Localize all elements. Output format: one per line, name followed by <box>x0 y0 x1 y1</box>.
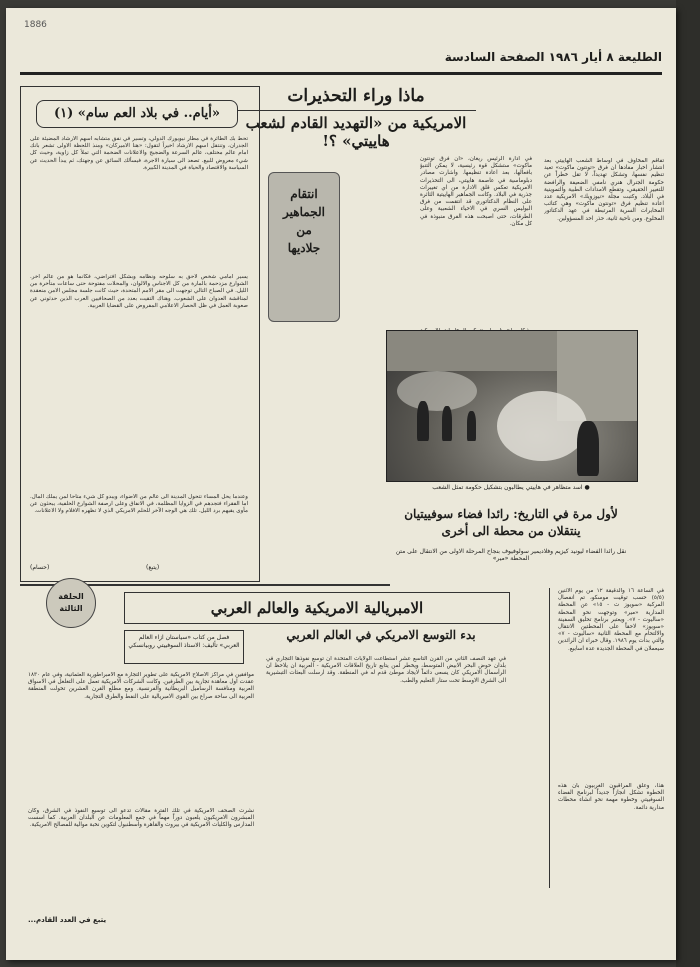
revenge-line-1: انتقام <box>290 187 318 201</box>
news-photo <box>386 330 638 482</box>
imperialism-body-3: نشرت الصحف الامريكية في تلك الفترة مقالات تدعو الى توسيع النفوذ في الشرق، وكان المبشرون الامريكيون يلعبون دوراً مهماً في جمع المعلومات عن البلدان العربية. كما اسست المدارس والكليات الامريكية في بيروت والقاهرة واسطنبول لتكوين نخبة موالية للمصالح الامريكية. <box>28 808 254 829</box>
photo-figure <box>417 401 429 441</box>
newspaper-page <box>6 8 676 960</box>
article-kicker: ماذا وراء التحذيرات <box>287 86 425 106</box>
imperialism-subtitle: بدء التوسع الامريكي في العالم العربي <box>286 628 476 642</box>
imperialism-body-2: موافقين في مراكز الاصلاح الامريكية على تطوير التجارة مع الامبراطورية العثمانية، وفي عام ١٨٣٠ عقدت اول معاهدة تجارية بين الطرفين. وكانت الشركات الامريكية تعمل على التغلغل في الاسواق العربية ومنافسة الرساميل البريطانية والفرنسية. ومع مطلع القرن العشرين تحولت المنطقة العربية الى ساحة صراع بين القوى الامبريالية على النفط والطرق التجارية. <box>28 672 254 700</box>
header-line: الطليعة ٨ أيار ١٩٨٦ الصفحة السادسة <box>444 50 662 64</box>
space-article-note: نقل رائدا الفضاء ليونيد كيزيم وفلاديمير سولوفيوف بنجاح المرحلة الاولى من الانتقال على متن المحطة «مير» <box>395 548 627 562</box>
space-side-note: هذا، وعلق المراقبون الغربيون بان هذه الخطوة تشكل انجازاً جديداً لبرنامج الفضاء السوفييتي وخطوة مهمة نحو انشاء محطات مدارية دائمة. <box>558 783 664 811</box>
article-column-middle: في ادارة الرئيس ريغان، «ان فرق تونتون ماكوت» ستشكل قوة رئيسية، لا يمكن التنبؤ بافعالها، بعد اعادة تنظيمها. واشارت مصادر دبلوماسية في عاصمة هاييتي، الى التحذيرات الامريكية تعكس قلق الادارة من اي تغييرات جذرية في البلاد. وكانت الجماهير الهاييتية الثائرة على النظام الدكتاتوري قد انتقمت من فرق البوليس السري في الاحياء الشعبية وعلى الطرقات، حتى اصبحت هذه الفرق منبوذة في كل مكان. <box>420 156 532 227</box>
space-article-body: في الساعة ١٦ والدقيقة ١٢ من يوم الاثنين (٥/٥) حسب توقيت موسكو، تم انفصال المركبة «سويوز ت - ١٥» عن المحطة المدارية «مير» وتوجهت نحو المحطة «ساليوت - ٧». ويعتبر برنامج تحليق السفينة «سويوز» لاحقاً على المحطتين الانتقال والالتحام مع المحطة الثانية «ساليوت - ٧» والتي بدأت يوم ١٩٨٦. وقال خبراء ان الرائدين سيعملان في المحطة الجديدة عدة اسابيع. <box>558 588 664 652</box>
series-title: «أيام.. في بلاد العم سام» (١) <box>36 100 238 128</box>
series-signature: (حسام) <box>30 564 50 571</box>
series-body-1: تحط بك الطائرة في مطار نيويورك الدولي، وتسير في نفق متشابه اسهم الارشاد المضيئة على الجدران، وتنتقل اسهم الارشاد اخيراً لتقول: «هنا الاميركان» ومنذ اللحظة الاولى تشعر بانك امام عالم مختلف، عالم السرعة والضجيج والاعلانات الضخمة التي تملأ كل زاوية، وحيث كل شيء معروض للبيع. تصعد الى سيارة الاجرة، فيسألك السائق عن وجهتك، ثم يبدأ الحديث عن السياسة والاقتصاد والحياة في المدينة الكبيرة. <box>30 136 248 171</box>
kicker-rule <box>236 110 476 111</box>
page-header <box>20 48 662 75</box>
imperialism-body-1: في عهد النصف الثاني من القرن التاسع عشر استطاعت الولايات المتحدة ان توسع نفوذها التجاري في بلدان حوض البحر الابيض المتوسط، ويخطر لمن يتابع تاريخ العلاقات الامريكية - العربية ان يلاحظ ان الرأسمال الامريكي كان يسعى دائماً لايجاد موطئ قدم له في المنطقة. وقد ارسلت البعثات التبشيرية الى الشرق الاوسط تحت ستار التعليم والطب. <box>266 656 506 684</box>
photo-caption: ● اسد متظاهر في هاييتي يطالبون بتشكيل حكومة تمثل الشعب <box>432 484 590 491</box>
photo-smoke <box>497 391 587 461</box>
series-body-2: يسير امامي شخص لاحق به سلوحه ونظامه وبشكل افتراضي، فكأنما هو من عالم آخر. الشوارع مزدحمة بالمارة من كل الاجناس والالوان، والمحلات مفتوحة حتى ساعات متأخرة من الليل. في الصباح التالي توجهت الى مقر الامم المتحدة، حيث كانت جلسة مجلس الامن منعقدة لمناقشة العدوان على الشعوب. وهناك التقيت بعدد من الصحافيين العرب الذين حدثوني عن صعوبة العمل في ظل الحصار الاعلامي المفروض على القضايا العربية. <box>30 274 248 309</box>
imperialism-title: الامبريالية الامريكية والعالم العربي <box>124 592 510 624</box>
series-continued: (يتبع) <box>146 564 160 571</box>
page-serial: 1886 <box>24 20 47 30</box>
space-article-title: لأول مرة في التاريخ: رائدا فضاء سوفييتيان ينتقلان من محطة الى أخرى <box>404 507 618 538</box>
article-column-right: تفاقم المخاوف في اوساط الشعب الهاييتي بعد انتشار اخبار مفادها ان فرق «تونتون ماكوت» تعيد تنظيم نفسها، وتشكل تهديداً، لا تقل خطراً عن حكومة الجنرال هنري نامفي الضعيفة والرافضة للتغيير الحقيقي، وتقطع الامدادات الطبية والتموينية في البلاد. وكتبت مجلة «نيوزويك» الامريكية عدد اعادة تنظيم فرق «تونتون ماكوت» وهي كتائب المخابرات السرية المرتبطة في عهد الدكتاتور المخلوع. ومن ناحية ثانية، حذر احد المسؤولين. <box>544 158 664 222</box>
revenge-line-2: الجماهير <box>283 205 325 219</box>
imperialism-author-box: فصل من كتاب «سياستان ازاء العالم العربي» تأليف: الاستاذ السوفييتي روبيانسكي <box>124 630 244 664</box>
series-body-3: وعندما يحل المساء تتحول المدينة الى عالم من الاضواء، ويبدو كل شيء متاحاً لمن يملك المال. اما الفقراء فتجدهم في الزوايا المظلمة، في الانفاق وعلى ارصفة الشوارع الخلفية، يبحثون عن مأوى يقيهم برد الليل. تلك هي الوجه الآخر للحلم الامريكي الذي لا تظهره الافلام ولا الاعلانات. <box>30 494 248 515</box>
article-title: الامريكية من «التهديد القادم لشعب هاييتي» ؟! <box>245 114 467 150</box>
photo-smoke-left <box>397 371 477 411</box>
episode-ring: الحلقة الثالثة <box>46 578 96 628</box>
revenge-box <box>268 172 340 322</box>
photo-figure <box>577 421 599 476</box>
page-edge-shadow <box>676 0 700 967</box>
photo-figure <box>467 411 476 441</box>
photo-figure <box>442 406 452 441</box>
revenge-line-3: من <box>296 223 312 237</box>
imperialism-continued: يتبع في العدد القادم... <box>28 916 107 924</box>
column-rule <box>549 588 550 888</box>
revenge-line-4: جلاديها <box>287 241 321 255</box>
